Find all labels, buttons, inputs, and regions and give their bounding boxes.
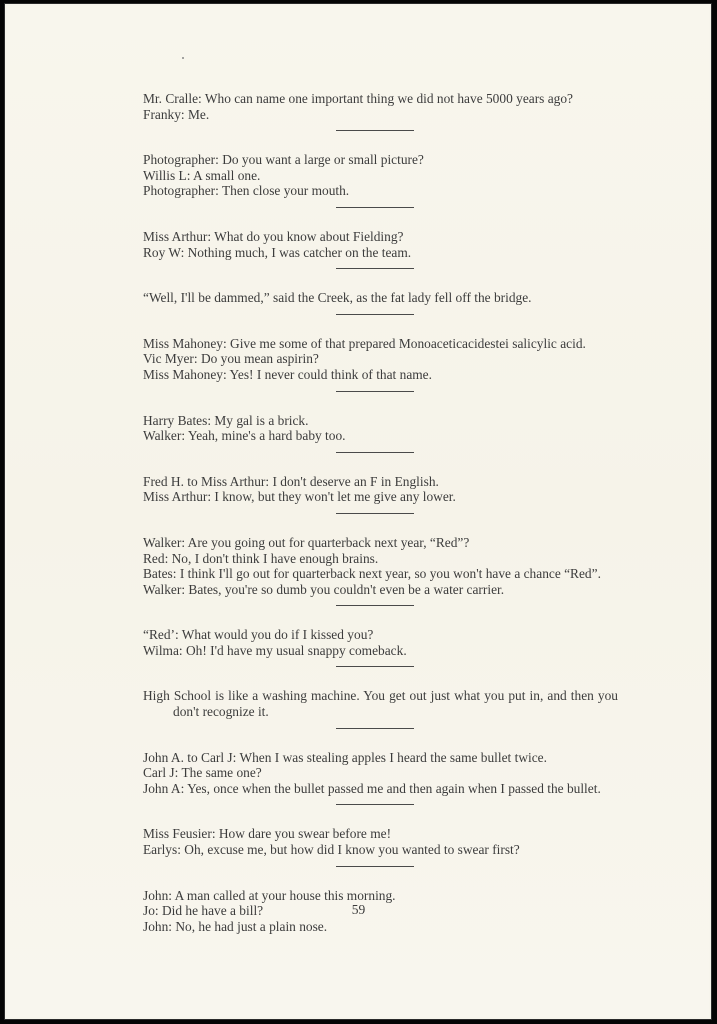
joke-line: Walker: Yeah, mine's a hard baby too.	[143, 428, 346, 444]
joke-line: Miss Mahoney: Give me some of that prepared Monoaceticacidestei salicylic acid.	[143, 335, 586, 351]
page-number: 59	[351, 902, 366, 917]
joke-block	[143, 290, 618, 306]
joke-line: John A: Yes, once when the bullet passed me and then again when I passed the bullet.	[143, 780, 601, 796]
joke-line: John: A man called at your house this morning.	[143, 887, 396, 903]
joke-block	[143, 91, 618, 122]
joke-block	[143, 413, 618, 444]
joke-line: “Well, I'll be dammed,” said the Creek, as the fat lady fell off the bridge.	[143, 290, 532, 306]
joke-line: Miss Feusier: How dare you swear before me!	[143, 826, 392, 842]
joke-block	[143, 152, 618, 199]
joke-line: Vic Myer: Do you mean aspirin?	[143, 351, 319, 367]
joke-line: Carl J: The same one?	[143, 765, 262, 781]
joke-block	[143, 627, 618, 658]
joke-line: Miss Mahoney: Yes! I never could think of that name.	[143, 366, 432, 382]
joke-line: John: No, he had just a plain nose.	[143, 918, 328, 934]
joke-line: Franky: Me.	[143, 106, 210, 122]
separator-rule	[336, 130, 414, 131]
joke-block	[143, 229, 618, 260]
separator-rule	[336, 605, 414, 606]
joke-block	[143, 826, 618, 857]
joke-line: Jo: Did he have a bill?	[143, 903, 264, 919]
joke-line: Willis L: A small one.	[143, 167, 261, 183]
joke-line: Roy W: Nothing much, I was catcher on the team.	[143, 244, 412, 260]
joke-line: John A. to Carl J: When I was stealing apples I heard the same bullet twice.	[143, 749, 547, 765]
joke-block	[143, 535, 618, 597]
separator-rule	[336, 314, 414, 315]
joke-line: Walker: Bates, you're so dumb you couldn't even be a water carrier.	[143, 581, 505, 597]
separator-rule	[336, 866, 414, 867]
joke-line: Mr. Cralle: Who can name one important thing we did not have 5000 years ago?	[143, 91, 573, 106]
separator-rule	[336, 513, 414, 514]
joke-line: High School is like a washing machine. You get out just what you put in, and then you don't recognize it.	[143, 688, 618, 720]
joke-line: Miss Arthur: What do you know about Fielding?	[143, 228, 404, 244]
jokes-column	[143, 91, 618, 934]
joke-line: Harry Bates: My gal is a brick.	[143, 412, 309, 428]
joke-line: Earlys: Oh, excuse me, but how did I know you wanted to swear first?	[143, 842, 520, 858]
joke-line: Wilma: Oh! I'd have my usual snappy comeback.	[143, 642, 407, 658]
joke-line: Miss Arthur: I know, but they won't let me give any lower.	[143, 489, 456, 505]
joke-block	[143, 336, 618, 383]
joke-line: Photographer: Then close your mouth.	[143, 183, 350, 199]
joke-block	[143, 688, 618, 719]
separator-rule	[336, 268, 414, 269]
joke-line: Bates: I think I'll go out for quarterback next year, so you won't have a chance “Red”.	[143, 566, 601, 582]
separator-rule	[336, 728, 414, 729]
separator-rule	[336, 666, 414, 667]
paper-speck	[182, 57, 184, 59]
joke-line: Walker: Are you going out for quarterback next year, “Red”?	[143, 534, 470, 550]
joke-line: Red: No, I don't think I have enough brains.	[143, 550, 379, 566]
joke-line: Photographer: Do you want a large or small picture?	[143, 152, 424, 168]
joke-block	[143, 750, 618, 797]
separator-rule	[336, 207, 414, 208]
joke-block	[143, 474, 618, 505]
joke-line: Fred H. to Miss Arthur: I don't deserve an F in English.	[143, 473, 439, 489]
separator-rule	[336, 804, 414, 805]
separator-rule	[336, 452, 414, 453]
joke-line: “Red’: What would you do if I kissed you?	[143, 627, 374, 643]
separator-rule	[336, 391, 414, 392]
